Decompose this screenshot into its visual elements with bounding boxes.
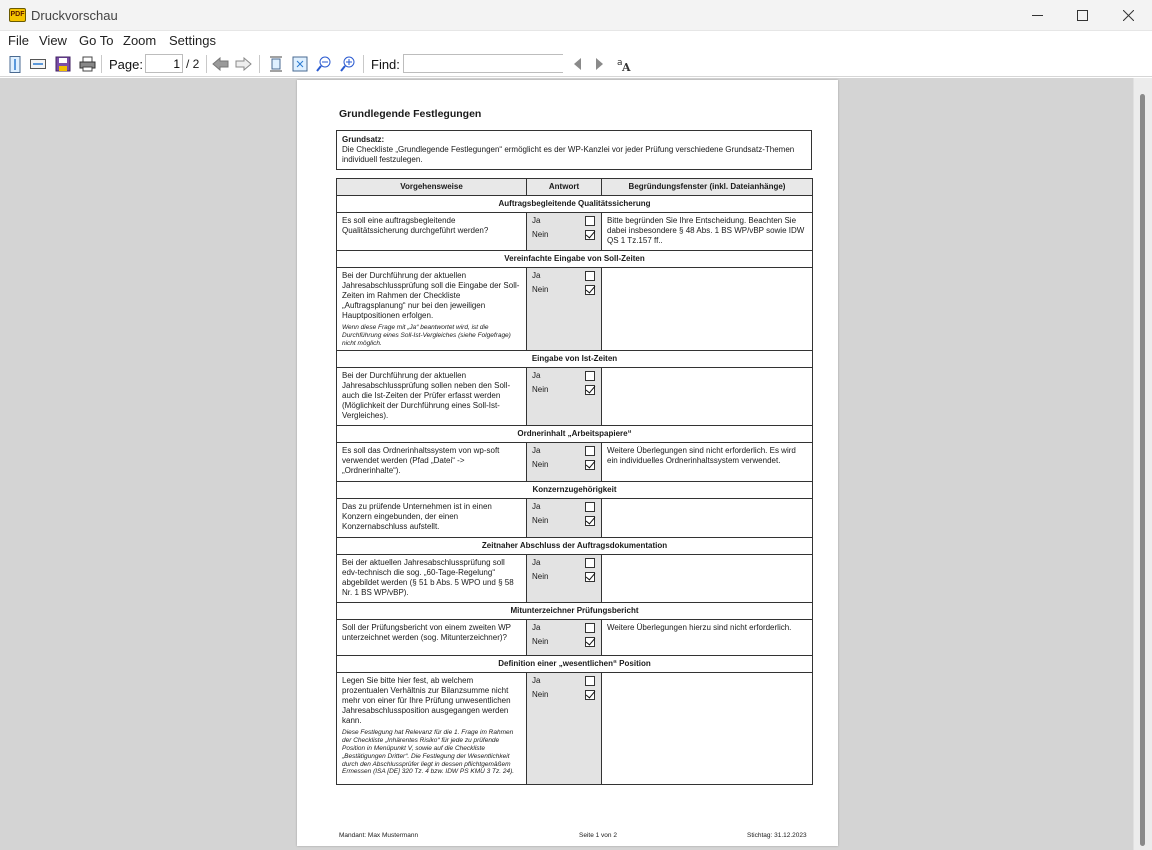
question-cell	[337, 443, 527, 482]
question-row	[337, 268, 813, 351]
header-antwort: Antwort	[527, 179, 602, 196]
fit-width-icon	[30, 59, 46, 69]
option-ja	[532, 216, 596, 230]
close-icon	[1123, 10, 1134, 21]
option-nein	[532, 516, 596, 530]
section-header-row	[337, 196, 813, 213]
checkbox-nein[interactable]	[585, 385, 595, 395]
question-row	[337, 620, 813, 656]
question-note: Wenn diese Frage mit „Ja“ beantwortet wird, ist die Durchführung eines Soll-Ist-Vergleiches (siehe Folgefrage) nicht möglich.	[342, 324, 511, 347]
option-ja	[532, 676, 596, 690]
menu-bar	[0, 31, 1152, 51]
option-ja-label: Ja	[532, 676, 541, 686]
scrollbar-thumb[interactable]	[1140, 94, 1145, 846]
doc-title: Grundlegende Festlegungen	[339, 108, 482, 120]
question-cell	[337, 620, 527, 656]
question-text: Bei der Durchführung der aktuellen Jahresabschlussprüfung sollen neben den Soll- auch die Ist-Zeiten der Prüfer erfasst werden (Möglichkeit der Durchführung eines Soll-Ist-Vergleiches).	[342, 371, 511, 421]
checkbox-ja[interactable]	[585, 216, 595, 226]
question-row	[337, 499, 813, 538]
toolbar-separator	[206, 55, 207, 73]
save-icon	[55, 56, 71, 72]
find-label: Find:	[371, 57, 400, 72]
minimize-icon	[1032, 10, 1043, 21]
question-text: Legen Sie bitte hier fest, ab welchem prozentualen Verhältnis zur Bilanzsumme nicht mehr von einer für Ihre Prüfung unwesentlichen Jahresabschlussposition ausgegangen werden kann.	[342, 676, 511, 726]
zoom-out-icon	[316, 56, 332, 72]
question-row	[337, 555, 813, 603]
svg-text:A: A	[621, 61, 631, 72]
reason-cell[interactable]	[602, 673, 813, 785]
answer-cell	[527, 213, 602, 251]
checkbox-ja[interactable]	[585, 446, 595, 456]
menu-file[interactable]: File	[8, 33, 29, 48]
option-ja	[532, 558, 596, 572]
option-nein	[532, 637, 596, 651]
section-title: Konzernzugehörigkeit	[337, 482, 813, 499]
grundsatz-box	[336, 130, 812, 170]
arrow-left-icon	[212, 57, 229, 71]
toolbar-separator	[259, 55, 260, 73]
single-page-icon	[9, 56, 21, 73]
reason-cell[interactable]	[602, 499, 813, 538]
previous-page-button[interactable]	[211, 55, 229, 73]
answer-cell	[527, 443, 602, 482]
option-ja-label: Ja	[532, 558, 541, 568]
section-title: Ordnerinhalt „Arbeitspapiere“	[337, 426, 813, 443]
svg-text:a: a	[616, 58, 623, 68]
checkbox-ja[interactable]	[585, 371, 595, 381]
reason-cell[interactable]: Weitere Überlegungen sind nicht erforderlich. Es wird ein individuelles Ordnerinhaltssystem verwendet.	[602, 443, 813, 482]
app-pdf-icon: PDF	[9, 8, 26, 22]
checkbox-nein[interactable]	[585, 230, 595, 240]
option-nein-label: Nein	[532, 690, 549, 700]
find-next-button[interactable]	[591, 55, 609, 73]
triangle-left-icon	[572, 57, 582, 71]
menu-go-to[interactable]: Go To	[79, 33, 114, 48]
checkbox-ja[interactable]	[585, 623, 595, 633]
footer-page-number: Seite 1 von 2	[579, 832, 617, 839]
question-cell	[337, 368, 527, 426]
footer-stichtag: Stichtag: 31.12.2023	[747, 832, 807, 839]
fit-width-button[interactable]	[29, 55, 47, 73]
question-cell	[337, 555, 527, 603]
fit-page-icon	[292, 56, 308, 72]
checkbox-ja[interactable]	[585, 558, 595, 568]
option-nein-label: Nein	[532, 385, 549, 395]
question-row	[337, 368, 813, 426]
question-cell	[337, 213, 527, 251]
toolbar-separator	[101, 55, 102, 73]
fit-height-icon	[269, 56, 283, 72]
section-header-row	[337, 426, 813, 443]
question-cell	[337, 268, 527, 351]
option-ja	[532, 371, 596, 385]
header-vorgehensweise: Vorgehensweise	[337, 179, 527, 196]
question-cell	[337, 499, 527, 538]
section-title: Vereinfachte Eingabe von Soll-Zeiten	[337, 251, 813, 268]
checkbox-nein[interactable]	[585, 637, 595, 647]
page-label: Page:	[109, 57, 143, 72]
document-page	[297, 80, 838, 846]
option-nein	[532, 460, 596, 474]
reason-cell[interactable]: Bitte begründen Sie Ihre Entscheidung. Beachten Sie dabei insbesondere § 48 Abs. 1 BS WP/vBP sowie IDW QS 1 Tz.157 ff..	[602, 213, 813, 251]
close-button[interactable]	[1105, 0, 1151, 31]
menu-view[interactable]: View	[39, 33, 67, 48]
section-header-row	[337, 482, 813, 499]
option-ja-label: Ja	[532, 623, 541, 633]
find-previous-button[interactable]	[568, 55, 586, 73]
option-nein-label: Nein	[532, 460, 549, 470]
question-text: Es soll das Ordnerinhaltssystem von wp-soft verwendet werden (Pfad „Datei“ -> „Ordnerinhalte“).	[342, 446, 500, 476]
question-text: Das zu prüfende Unternehmen ist in einen Konzern eingebunden, der einen Konzernabschluss aufstellt.	[342, 502, 492, 532]
checkbox-nein[interactable]	[585, 690, 595, 700]
checkbox-nein[interactable]	[585, 460, 595, 470]
option-ja-label: Ja	[532, 216, 541, 225]
section-title: Definition einer „wesentlichen“ Position	[337, 656, 813, 673]
section-header-row	[337, 656, 813, 673]
section-header-row	[337, 603, 813, 620]
question-row	[337, 213, 813, 251]
section-header-row	[337, 538, 813, 555]
zoom-out-button[interactable]	[315, 55, 333, 73]
header-begruendung: Begründungsfenster (inkl. Dateianhänge)	[602, 179, 813, 196]
question-text: Es soll eine auftragsbegleitende Qualitätssicherung durchgeführt werden?	[342, 216, 489, 235]
checkbox-ja[interactable]	[585, 502, 595, 512]
maximize-button[interactable]	[1059, 0, 1105, 31]
option-ja	[532, 446, 596, 460]
checkbox-nein[interactable]	[585, 285, 595, 295]
triangle-right-icon	[595, 57, 605, 71]
option-ja-label: Ja	[532, 502, 541, 512]
footer-mandant: Mandant: Max Mustermann	[339, 832, 419, 839]
option-ja	[532, 623, 596, 637]
find-input[interactable]	[403, 54, 563, 73]
toolbar-separator	[363, 55, 364, 73]
option-nein	[532, 572, 596, 586]
question-text: Bei der Durchführung der aktuellen Jahresabschlussprüfung soll die Eingabe der Soll-Zeiten im Rahmen der Checkliste „Auftragsplanung“ nur bei den jeweiligen Hauptpositionen erfolgen.	[342, 271, 520, 320]
section-title: Zeitnaher Abschluss der Auftragsdokumentation	[337, 538, 813, 555]
page-number-input[interactable]	[145, 54, 183, 73]
match-case-button[interactable]	[615, 55, 633, 73]
match-case-icon	[616, 56, 633, 72]
next-page-button[interactable]	[234, 55, 252, 73]
section-title: Eingabe von Ist-Zeiten	[337, 351, 813, 368]
option-ja-label: Ja	[532, 446, 541, 456]
fit-page-height-button[interactable]	[267, 55, 285, 73]
answer-cell	[527, 268, 602, 351]
section-title: Mitunterzeichner Prüfungsbericht	[337, 603, 813, 620]
menu-zoom[interactable]: Zoom	[123, 33, 157, 48]
answer-cell	[527, 673, 602, 785]
checkbox-nein[interactable]	[585, 572, 595, 582]
section-header-row	[337, 351, 813, 368]
answer-cell	[527, 620, 602, 656]
page-total: / 2	[186, 57, 200, 71]
option-ja-label: Ja	[532, 271, 541, 280]
minimize-button[interactable]	[1014, 0, 1060, 31]
reason-cell[interactable]: Weitere Überlegungen hierzu sind nicht erforderlich.	[602, 620, 813, 656]
option-nein-label: Nein	[532, 285, 549, 294]
single-page-view-button[interactable]	[6, 55, 24, 73]
option-nein	[532, 285, 596, 299]
maximize-icon	[1077, 10, 1088, 21]
question-row	[337, 443, 813, 482]
reason-cell[interactable]	[602, 268, 813, 351]
section-title: Auftragsbegleitende Qualitätssicherung	[337, 196, 813, 213]
print-button[interactable]	[78, 55, 96, 73]
grundsatz-title: Grundsatz:	[342, 135, 385, 144]
question-text: Soll der Prüfungsbericht von einem zweiten WP unterzeichnet werden (sog. Mitunterzeichner)?	[342, 623, 511, 643]
reason-cell[interactable]	[602, 368, 813, 426]
save-button[interactable]	[54, 55, 72, 73]
question-note: Diese Festlegung hat Relevanz für die 1. Frage im Rahmen der Checkliste „Inhärentes Risiko“ für jede zu prüfende Position in Menüpunkt V, sowie auf die Checkliste „Bestätigungen Dritter“. Die Festlegung der Wesentlichkeit durch den Abschlussprüfer liegt in dessen pflichtgemäßem Ermessen (ISA [DE] 320 Tz. 4 bzw. IDW PS KMU 3 Tz. 24).	[342, 729, 515, 776]
checkbox-nein[interactable]	[585, 516, 595, 526]
reason-cell[interactable]	[602, 555, 813, 603]
answer-cell	[527, 555, 602, 603]
option-ja	[532, 502, 596, 516]
zoom-in-icon	[340, 56, 356, 72]
zoom-in-button[interactable]	[339, 55, 357, 73]
checklist-table	[336, 178, 813, 785]
option-nein-label: Nein	[532, 637, 549, 647]
menu-settings[interactable]: Settings	[169, 33, 216, 48]
answer-cell	[527, 499, 602, 538]
option-nein	[532, 385, 596, 399]
option-ja	[532, 271, 596, 285]
checkbox-ja[interactable]	[585, 271, 595, 281]
window-title: Druckvorschau	[31, 8, 118, 23]
option-nein	[532, 690, 596, 704]
option-nein-label: Nein	[532, 230, 549, 239]
grundsatz-text: Die Checkliste „Grundlegende Festlegungen“ ermöglicht es der WP-Kanzlei vor jeder Prüfung verschiedene Grundsatz-Themen individuell festzulegen.	[342, 145, 795, 164]
question-text: Bei der aktuellen Jahresabschlussprüfung soll edv-technisch die sog. „60-Tage-Regelung“ abgebildet werden (§ 51 b Abs. 5 WPO und § 58 Nr. 1 BS WP/vBP).	[342, 558, 514, 598]
print-icon	[79, 56, 96, 72]
option-nein-label: Nein	[532, 516, 549, 526]
option-nein	[532, 230, 596, 244]
arrow-right-icon	[235, 57, 252, 71]
fit-page-button[interactable]	[291, 55, 309, 73]
answer-cell	[527, 368, 602, 426]
option-nein-label: Nein	[532, 572, 549, 582]
title-bar	[0, 0, 1152, 31]
question-row	[337, 673, 813, 785]
section-header-row	[337, 251, 813, 268]
option-ja-label: Ja	[532, 371, 541, 381]
question-cell	[337, 673, 527, 785]
checkbox-ja[interactable]	[585, 676, 595, 686]
